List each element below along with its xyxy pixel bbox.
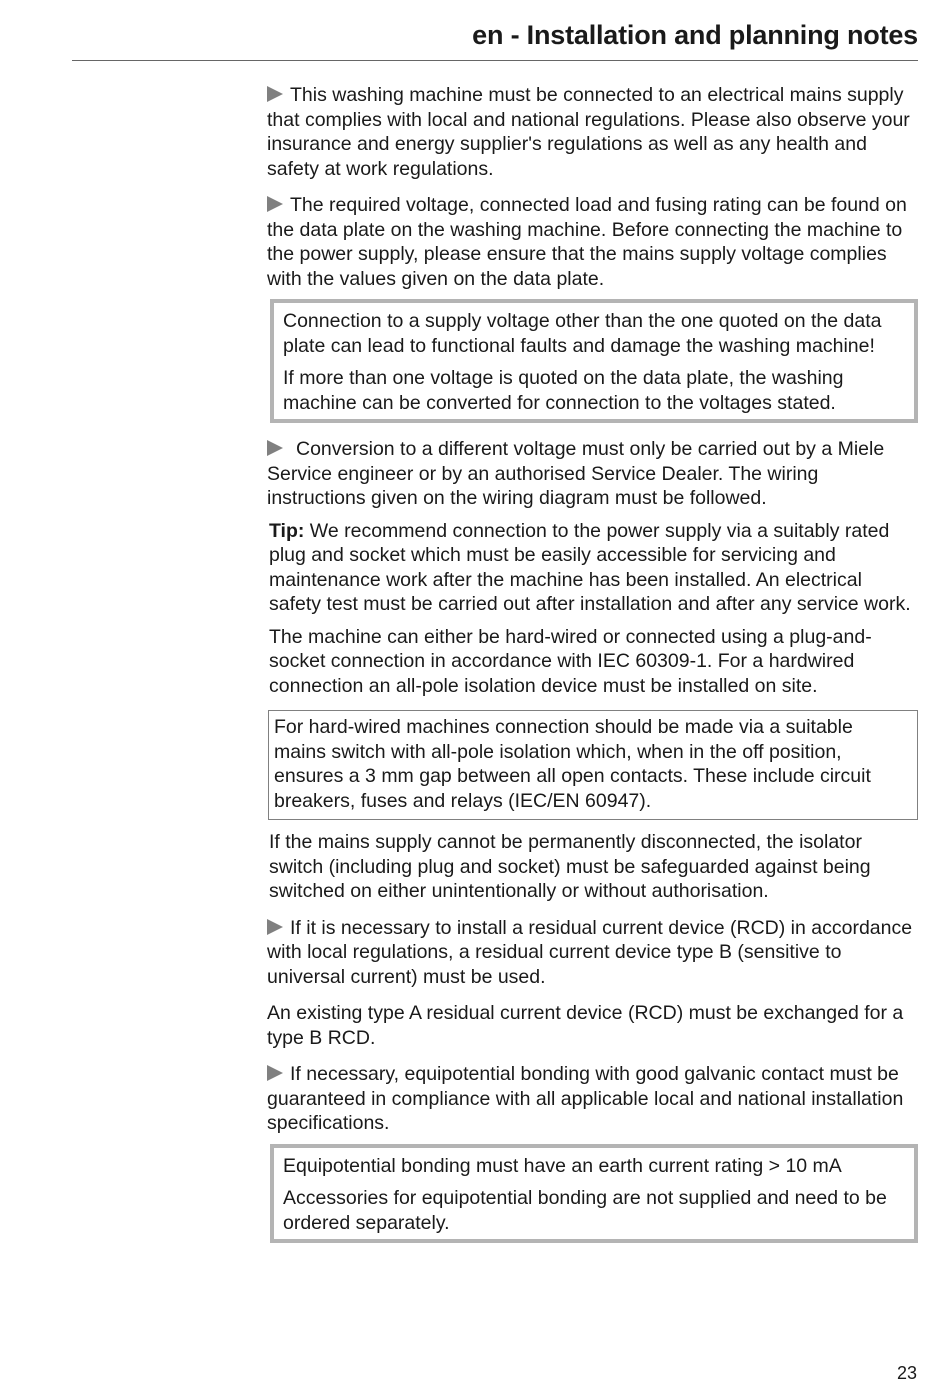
paragraph-equipotential [267,1062,918,1136]
tip-text: We recommend connection to the power supply via a suitably rated plug and socket which must be easily accessible for servicing and maintenance work after the machine has been installed. An electrical safety test must be carried out after installation and after any service work. [269,519,911,615]
triangle-right-icon [267,86,283,102]
paragraph-text: The machine can either be hard-wired or connected using a plug-and-socket connection in accordance with IEC 60309-1. For a hardwired connection an all-pole isolation device must be installed on site. [269,625,872,697]
paragraph-hard-wired [267,625,918,699]
warning-box-equipotential [270,1144,918,1244]
paragraph-voltage-conversion [267,437,918,511]
page-number: 23 [896,1363,917,1383]
header-divider [72,60,918,61]
paragraph-text: If necessary, equipotential bonding with good galvanic contact must be guaranteed in compliance with all applicable local and national installation specifications. [267,1063,904,1134]
note-box-isolation [268,710,918,820]
paragraph-mains-supply [267,83,918,181]
warning-text: Accessories for equipotential bonding are not supplied and need to be ordered separately. [283,1187,887,1234]
paragraph-tip [267,519,918,617]
paragraph-text: Conversion to a different voltage must only be carried out by a Miele Service engineer or by an authorised Service Dealer. The wiring instructions given on the wiring diagram must be followed. [267,438,885,509]
triangle-right-icon [267,1065,283,1081]
note-text: For hard-wired machines connection should be made via a suitable mains switch with all-pole isolation which, when in the off position, ensures a 3 mm gap between all open contacts. These include circuit breakers, fuses and relays (IEC/EN 60947). [274,716,871,812]
warning-text: Connection to a supply voltage other than the one quoted on the data plate can lead to functional faults and damage the washing machine! [283,310,882,357]
page-title: en - Installation and planning notes [472,20,918,50]
paragraph-text: An existing type A residual current device (RCD) must be exchanged for a type B RCD. [267,1002,904,1049]
paragraph-text: The required voltage, connected load and fusing rating can be found on the data plate on the washing machine. Before connecting the machine to the power supply, please ensure that the mains supply voltage complies with the values given on the data plate. [267,194,907,290]
paragraph-voltage-data-plate [267,193,918,291]
warning-text: Equipotential bonding must have an earth current rating > 10 mA [283,1154,842,1177]
triangle-right-icon [267,440,283,456]
paragraph-text: If the mains supply cannot be permanently disconnected, the isolator switch (including plug and socket) must be safeguarded against being switched on either unintentionally or without authorisation. [269,831,871,902]
main-content [267,83,918,1257]
paragraph-text: If it is necessary to install a residual current device (RCD) in accordance with local regulations, a residual current device type B (sensitive to universal current) must be used. [267,916,913,988]
paragraph-rcd-exchange [267,1001,918,1050]
paragraph-isolator-switch [267,830,918,904]
warning-box-voltage [270,299,918,423]
triangle-right-icon [267,919,283,935]
triangle-right-icon [267,196,283,212]
tip-label: Tip: [269,519,305,542]
paragraph-text: This washing machine must be connected to an electrical mains supply that complies with local and national regulations. Please also observe your insurance and energy supplier's regulations as well as any health and safety at work regulations. [267,84,910,180]
paragraph-rcd [267,916,918,990]
warning-text: If more than one voltage is quoted on the data plate, the washing machine can be converted for connection to the voltages stated. [283,367,844,414]
